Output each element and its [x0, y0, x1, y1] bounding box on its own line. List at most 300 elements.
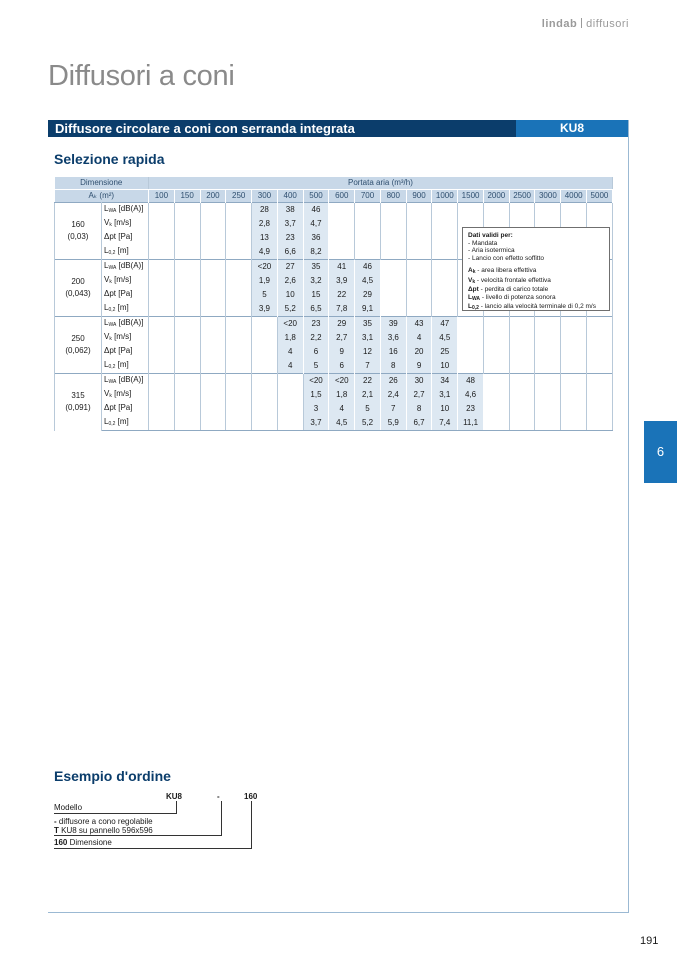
- empty-cell: [226, 402, 252, 416]
- value-cell: 28: [252, 203, 278, 218]
- empty-cell: [458, 345, 484, 359]
- value-cell: 8: [406, 402, 432, 416]
- empty-cell: [380, 288, 406, 302]
- value-cell: 12: [355, 345, 381, 359]
- order-title: Esempio d'ordine: [54, 768, 171, 784]
- value-cell: 23: [303, 317, 329, 332]
- empty-cell: [200, 345, 226, 359]
- flow-column-header: 100: [149, 190, 175, 203]
- empty-cell: [483, 331, 509, 345]
- empty-cell: [174, 231, 200, 245]
- value-cell: <20: [329, 374, 355, 389]
- value-cell: 3,7: [303, 416, 329, 431]
- value-cell: 23: [458, 402, 484, 416]
- parameter-label: $L_{0,2}$ [m]: [102, 302, 149, 317]
- value-cell: 47: [432, 317, 458, 332]
- ak-header: Aₖ (m²): [55, 190, 149, 203]
- empty-cell: [406, 274, 432, 288]
- value-cell: 6,6: [277, 245, 303, 260]
- value-cell: 11,1: [458, 416, 484, 431]
- empty-cell: [226, 302, 252, 317]
- parameter-label: $V_k$ [m/s]: [102, 388, 149, 402]
- note-def: $L_{WA}$ - livello di potenza sonora: [468, 293, 556, 302]
- empty-cell: [149, 388, 175, 402]
- flow-column-header: 500: [303, 190, 329, 203]
- empty-cell: [587, 359, 613, 374]
- note-def: $V_k$ - velocità frontale effettiva: [468, 276, 551, 285]
- empty-cell: [200, 203, 226, 218]
- empty-cell: [483, 203, 509, 218]
- value-cell: 4: [277, 345, 303, 359]
- empty-cell: [200, 288, 226, 302]
- size-cell: [55, 374, 102, 431]
- value-cell: 29: [355, 288, 381, 302]
- empty-cell: [587, 345, 613, 359]
- empty-cell: [509, 374, 535, 389]
- empty-cell: [483, 317, 509, 332]
- dimension-header: Dimensione: [55, 177, 149, 190]
- size-value: 315: [71, 391, 85, 401]
- empty-cell: [174, 402, 200, 416]
- empty-cell: [380, 203, 406, 218]
- value-cell: 9: [329, 345, 355, 359]
- frame-bottom-rule: [48, 912, 629, 913]
- note-line: - Aria isotermica: [468, 247, 515, 254]
- frame-right-rule: [628, 120, 629, 913]
- value-cell: 1,9: [252, 274, 278, 288]
- empty-cell: [380, 245, 406, 260]
- value-cell: <20: [277, 317, 303, 332]
- empty-cell: [535, 203, 561, 218]
- value-cell: 10: [277, 288, 303, 302]
- empty-cell: [509, 203, 535, 218]
- empty-cell: [561, 416, 587, 431]
- note-def: $A_k$ - area libera effettiva: [468, 267, 537, 275]
- empty-cell: [174, 217, 200, 231]
- value-cell: 7: [355, 359, 381, 374]
- empty-cell: [432, 217, 458, 231]
- empty-cell: [149, 402, 175, 416]
- empty-cell: [200, 217, 226, 231]
- area-value: (0,062): [65, 346, 91, 355]
- value-cell: 22: [329, 288, 355, 302]
- empty-cell: [432, 302, 458, 317]
- empty-cell: [149, 317, 175, 332]
- empty-cell: [535, 374, 561, 389]
- value-cell: 7,8: [329, 302, 355, 317]
- value-cell: 4,7: [303, 217, 329, 231]
- empty-cell: [174, 317, 200, 332]
- value-cell: 15: [303, 288, 329, 302]
- note-line: - Lancio con effetto soffitto: [468, 254, 545, 262]
- empty-cell: [587, 331, 613, 345]
- value-cell: 36: [303, 231, 329, 245]
- value-cell: 4,6: [458, 388, 484, 402]
- empty-cell: [174, 203, 200, 218]
- value-cell: <20: [303, 374, 329, 389]
- empty-cell: [200, 374, 226, 389]
- order-option-2: T KU8 su pannello 596x596: [54, 826, 153, 835]
- empty-cell: [252, 416, 278, 431]
- order-leader-line: [176, 801, 177, 814]
- empty-cell: [535, 317, 561, 332]
- empty-cell: [329, 231, 355, 245]
- empty-cell: [483, 345, 509, 359]
- parameter-label: $L_{WA}$ [dB(A)]: [102, 317, 149, 332]
- value-cell: 5,2: [277, 302, 303, 317]
- empty-cell: [174, 274, 200, 288]
- empty-cell: [458, 203, 484, 218]
- empty-cell: [355, 231, 381, 245]
- empty-cell: [432, 231, 458, 245]
- order-dimension: 160 Dimensione: [54, 838, 112, 847]
- empty-cell: [226, 245, 252, 260]
- empty-cell: [561, 359, 587, 374]
- value-cell: 9,1: [355, 302, 381, 317]
- size-value: 160: [71, 220, 85, 229]
- chapter-tab[interactable]: 6: [644, 421, 677, 483]
- value-cell: 43: [406, 317, 432, 332]
- value-cell: 34: [432, 374, 458, 389]
- empty-cell: [149, 260, 175, 275]
- flow-column-header: 600: [329, 190, 355, 203]
- parameter-label: Δpt [Pa]: [102, 288, 149, 302]
- brand-name: lindab: [541, 18, 578, 30]
- flow-column-header: 400: [277, 190, 303, 203]
- empty-cell: [483, 402, 509, 416]
- flow-header: Portata aria (m³/h): [149, 177, 613, 190]
- empty-cell: [226, 260, 252, 275]
- empty-cell: [174, 331, 200, 345]
- value-cell: 7,4: [432, 416, 458, 431]
- order-code: KU8: [166, 792, 183, 801]
- empty-cell: [406, 203, 432, 218]
- value-cell: 6,5: [303, 302, 329, 317]
- empty-cell: [458, 317, 484, 332]
- empty-cell: [432, 203, 458, 218]
- empty-cell: [200, 402, 226, 416]
- empty-cell: [226, 317, 252, 332]
- empty-cell: [226, 217, 252, 231]
- value-cell: 8: [380, 359, 406, 374]
- value-cell: 4: [277, 359, 303, 374]
- empty-cell: [535, 388, 561, 402]
- empty-cell: [200, 260, 226, 275]
- order-leader-line: [54, 835, 221, 836]
- empty-cell: [174, 416, 200, 431]
- value-cell: 4: [329, 402, 355, 416]
- flow-column-header: 2500: [509, 190, 535, 203]
- empty-cell: [587, 416, 613, 431]
- table-row: [55, 374, 613, 389]
- order-option-1: - diffusore a cono regolabile: [54, 817, 153, 826]
- parameter-label: $L_{0,2}$ [m]: [102, 416, 149, 431]
- empty-cell: [149, 274, 175, 288]
- empty-cell: [226, 345, 252, 359]
- value-cell: 3,2: [303, 274, 329, 288]
- value-cell: 2,8: [252, 217, 278, 231]
- empty-cell: [252, 388, 278, 402]
- empty-cell: [355, 245, 381, 260]
- empty-cell: [380, 260, 406, 275]
- empty-cell: [380, 302, 406, 317]
- flow-column-header: 200: [200, 190, 226, 203]
- product-code: KU8: [516, 120, 628, 137]
- empty-cell: [149, 416, 175, 431]
- value-cell: 27: [277, 260, 303, 275]
- empty-cell: [509, 388, 535, 402]
- empty-cell: [226, 288, 252, 302]
- parameter-label: $V_k$ [m/s]: [102, 274, 149, 288]
- area-value: (0,03): [67, 232, 89, 241]
- value-cell: 39: [380, 317, 406, 332]
- order-leader-line: [54, 813, 176, 814]
- area-value: (0,091): [65, 403, 91, 413]
- empty-cell: [561, 402, 587, 416]
- empty-cell: [483, 374, 509, 389]
- size-value: 250: [71, 334, 85, 343]
- flow-column-header: 1500: [458, 190, 484, 203]
- empty-cell: [149, 217, 175, 231]
- value-cell: 25: [432, 345, 458, 359]
- parameter-label: $L_{WA}$ [dB(A)]: [102, 203, 149, 218]
- parameter-label: $L_{0,2}$ [m]: [102, 245, 149, 260]
- empty-cell: [226, 388, 252, 402]
- value-cell: 9: [406, 359, 432, 374]
- value-cell: 3: [303, 402, 329, 416]
- empty-cell: [587, 388, 613, 402]
- value-cell: 2,4: [380, 388, 406, 402]
- value-cell: 20: [406, 345, 432, 359]
- empty-cell: [174, 374, 200, 389]
- empty-cell: [149, 203, 175, 218]
- empty-cell: [535, 359, 561, 374]
- empty-cell: [535, 402, 561, 416]
- table-row: [55, 331, 613, 345]
- empty-cell: [509, 317, 535, 332]
- empty-cell: [226, 374, 252, 389]
- value-cell: 4,5: [432, 331, 458, 345]
- empty-cell: [252, 374, 278, 389]
- empty-cell: [561, 317, 587, 332]
- empty-cell: [509, 331, 535, 345]
- empty-cell: [149, 245, 175, 260]
- order-leader-line: [54, 848, 251, 849]
- parameter-label: $L_{0,2}$ [m]: [102, 359, 149, 374]
- flow-column-header: 3000: [535, 190, 561, 203]
- empty-cell: [174, 260, 200, 275]
- table-row: [55, 388, 613, 402]
- page-number: 191: [640, 935, 659, 947]
- parameter-label: Δpt [Pa]: [102, 402, 149, 416]
- parameter-label: $L_{WA}$ [dB(A)]: [102, 374, 149, 389]
- empty-cell: [458, 359, 484, 374]
- value-cell: 6: [329, 359, 355, 374]
- page-title: Diffusori a coni: [48, 60, 235, 92]
- flow-column-header: 1000: [432, 190, 458, 203]
- value-cell: 1,5: [303, 388, 329, 402]
- value-cell: 7: [380, 402, 406, 416]
- value-cell: 38: [277, 203, 303, 218]
- flow-column-header: 150: [174, 190, 200, 203]
- value-cell: 3,6: [380, 331, 406, 345]
- product-title-bar: Diffusore circolare a coni con serranda integrata: [48, 120, 516, 137]
- empty-cell: [174, 388, 200, 402]
- flow-column-header: 800: [380, 190, 406, 203]
- empty-cell: [587, 317, 613, 332]
- empty-cell: [587, 203, 613, 218]
- empty-cell: [174, 302, 200, 317]
- empty-cell: [174, 359, 200, 374]
- empty-cell: [252, 317, 278, 332]
- value-cell: 6: [303, 345, 329, 359]
- empty-cell: [432, 288, 458, 302]
- value-cell: 2,1: [355, 388, 381, 402]
- empty-cell: [226, 331, 252, 345]
- parameter-label: $V_k$ [m/s]: [102, 331, 149, 345]
- table-row: [55, 359, 613, 374]
- order-leader-line: [251, 801, 252, 849]
- empty-cell: [509, 402, 535, 416]
- empty-cell: [226, 231, 252, 245]
- empty-cell: [252, 331, 278, 345]
- value-cell: 1,8: [329, 388, 355, 402]
- empty-cell: [149, 288, 175, 302]
- value-cell: 29: [329, 317, 355, 332]
- value-cell: 3,9: [329, 274, 355, 288]
- empty-cell: [483, 359, 509, 374]
- empty-cell: [380, 274, 406, 288]
- parameter-label: Δpt [Pa]: [102, 345, 149, 359]
- value-cell: 30: [406, 374, 432, 389]
- value-cell: 3,9: [252, 302, 278, 317]
- empty-cell: [406, 288, 432, 302]
- empty-cell: [355, 217, 381, 231]
- value-cell: 1,8: [277, 331, 303, 345]
- value-cell: 4,5: [329, 416, 355, 431]
- value-cell: 13: [252, 231, 278, 245]
- table-row: [55, 345, 613, 359]
- empty-cell: [406, 217, 432, 231]
- empty-cell: [149, 374, 175, 389]
- note-title: Dati validi per:: [468, 232, 513, 239]
- value-cell: 3,7: [277, 217, 303, 231]
- empty-cell: [561, 345, 587, 359]
- empty-cell: [226, 416, 252, 431]
- order-model-label: Modello: [54, 803, 83, 812]
- parameter-label: $L_{WA}$ [dB(A)]: [102, 260, 149, 275]
- brand-header: [542, 18, 629, 30]
- value-cell: 2,2: [303, 331, 329, 345]
- empty-cell: [406, 260, 432, 275]
- value-cell: 8,2: [303, 245, 329, 260]
- empty-cell: [329, 245, 355, 260]
- value-cell: 5: [355, 402, 381, 416]
- value-cell: 22: [355, 374, 381, 389]
- note-line: - Mandata: [468, 239, 498, 247]
- flow-column-header: 900: [406, 190, 432, 203]
- empty-cell: [329, 203, 355, 218]
- value-cell: 35: [355, 317, 381, 332]
- empty-cell: [277, 388, 303, 402]
- empty-cell: [561, 374, 587, 389]
- empty-cell: [200, 302, 226, 317]
- value-cell: 3,1: [432, 388, 458, 402]
- empty-cell: [483, 416, 509, 431]
- validity-note: [462, 227, 610, 311]
- table-row: [55, 416, 613, 431]
- value-cell: 2,7: [406, 388, 432, 402]
- section-name: diffusori: [586, 18, 629, 30]
- empty-cell: [406, 231, 432, 245]
- value-cell: 23: [277, 231, 303, 245]
- empty-cell: [252, 402, 278, 416]
- value-cell: 5,2: [355, 416, 381, 431]
- empty-cell: [329, 217, 355, 231]
- value-cell: 4: [406, 331, 432, 345]
- order-size: 160: [244, 792, 258, 801]
- parameter-label: Δpt [Pa]: [102, 231, 149, 245]
- table-row: [55, 203, 613, 218]
- empty-cell: [149, 302, 175, 317]
- flow-column-header: 700: [355, 190, 381, 203]
- size-cell: [55, 203, 102, 260]
- empty-cell: [509, 345, 535, 359]
- empty-cell: [509, 359, 535, 374]
- empty-cell: [509, 416, 535, 431]
- flow-column-header: 5000: [587, 190, 613, 203]
- value-cell: 16: [380, 345, 406, 359]
- empty-cell: [432, 274, 458, 288]
- empty-cell: [406, 245, 432, 260]
- empty-cell: [432, 260, 458, 275]
- value-cell: 10: [432, 359, 458, 374]
- empty-cell: [458, 331, 484, 345]
- empty-cell: [587, 402, 613, 416]
- empty-cell: [432, 245, 458, 260]
- flow-column-header: 2000: [483, 190, 509, 203]
- value-cell: 46: [355, 260, 381, 275]
- value-cell: 5: [252, 288, 278, 302]
- empty-cell: [149, 345, 175, 359]
- empty-cell: [277, 402, 303, 416]
- empty-cell: [483, 388, 509, 402]
- empty-cell: [561, 331, 587, 345]
- empty-cell: [587, 374, 613, 389]
- value-cell: 5,9: [380, 416, 406, 431]
- empty-cell: [380, 217, 406, 231]
- value-cell: 3,1: [355, 331, 381, 345]
- value-cell: 5: [303, 359, 329, 374]
- value-cell: 6,7: [406, 416, 432, 431]
- value-cell: 48: [458, 374, 484, 389]
- empty-cell: [200, 274, 226, 288]
- empty-cell: [535, 331, 561, 345]
- empty-cell: [149, 231, 175, 245]
- empty-cell: [561, 388, 587, 402]
- empty-cell: [561, 203, 587, 218]
- empty-cell: [226, 359, 252, 374]
- empty-cell: [149, 331, 175, 345]
- empty-cell: [226, 274, 252, 288]
- flow-column-header: 300: [252, 190, 278, 203]
- table-row: [55, 317, 613, 332]
- value-cell: 26: [380, 374, 406, 389]
- value-cell: 2,6: [277, 274, 303, 288]
- empty-cell: [226, 203, 252, 218]
- empty-cell: [149, 359, 175, 374]
- order-leader-line: [221, 801, 222, 836]
